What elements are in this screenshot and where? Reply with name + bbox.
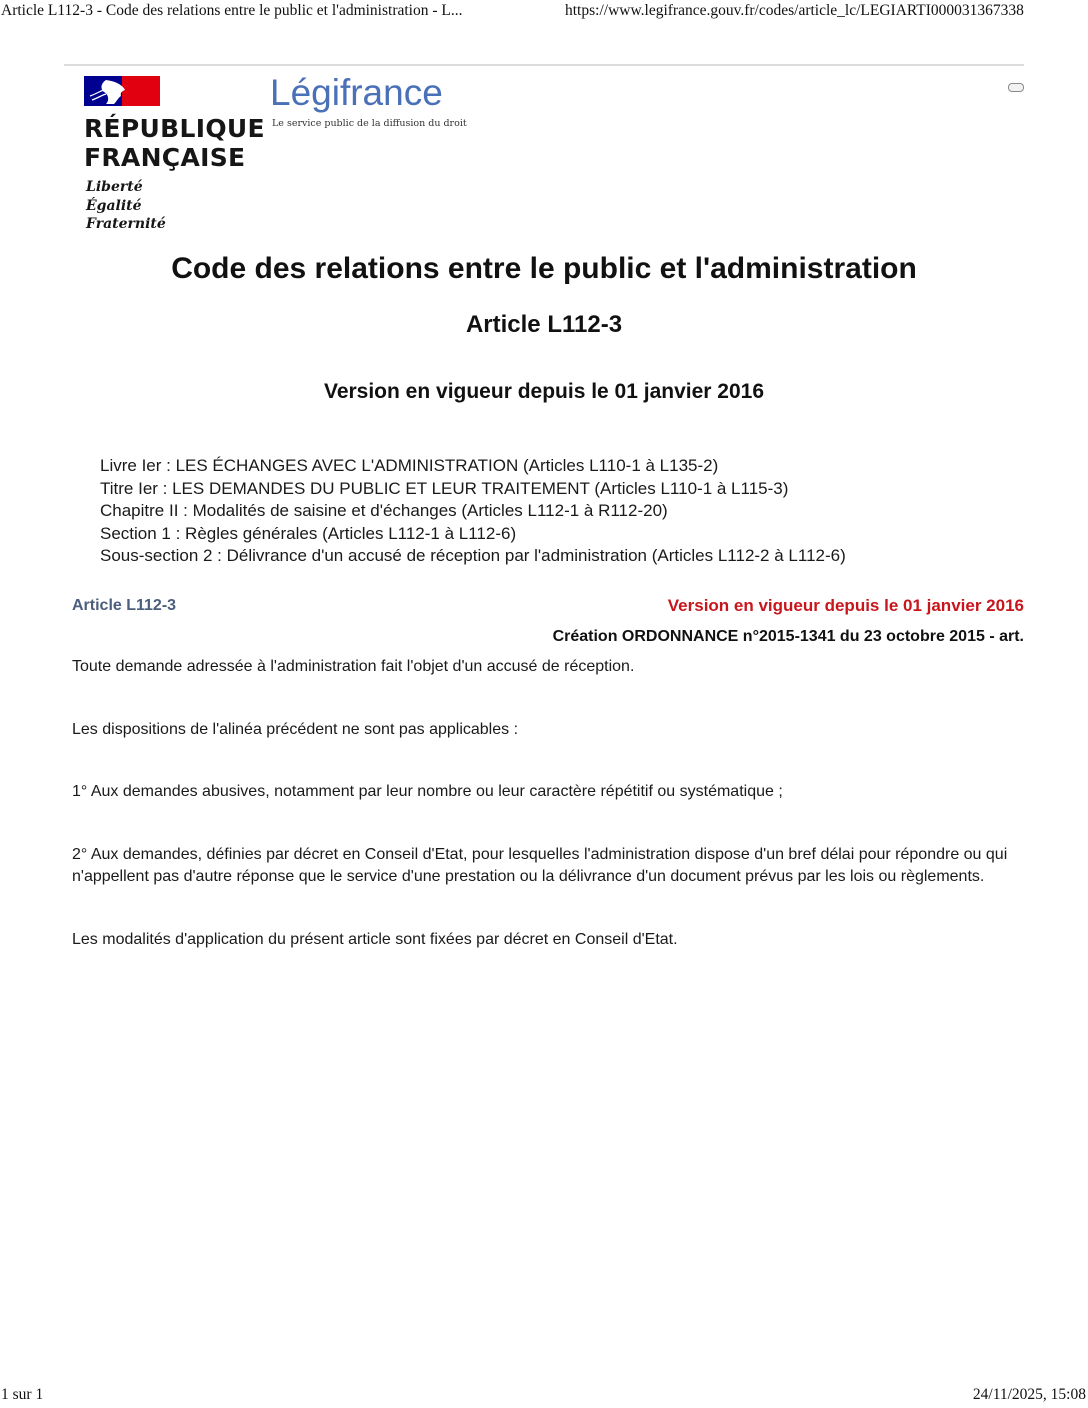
article-paragraph: 2° Aux demandes, définies par décret en Conseil d'Etat, pour lesquelles l'administration dispose d'un bref délai pour répondre ou qui n'appellent pas d'autre réponse que le service d'une prestation ou la délivrance d'un document prévus par les lois ou règlements. xyxy=(72,845,1008,885)
motto-fraternite: Fraternité xyxy=(86,216,166,232)
motto-egalite: Égalité xyxy=(86,197,142,214)
version-heading: Version en vigueur depuis le 01 janvier 2016 xyxy=(323,380,765,403)
breadcrumb-section[interactable]: Section 1 : Règles générales (Articles L112-1 à L112-6) xyxy=(100,523,517,543)
print-header xyxy=(0,0,1088,22)
republique-francaise-wordmark xyxy=(84,114,265,172)
print-footer xyxy=(0,1386,1088,1408)
article-body xyxy=(72,656,1022,991)
article-paragraph: 1° Aux demandes abusives, notamment par leur nombre ou leur caractère répétitif ou systématique ; xyxy=(72,783,783,800)
print-datetime: 24/11/2025, 15:08 xyxy=(972,1386,1086,1403)
article-paragraph: Les modalités d'application du présent article sont fixées par décret en Conseil d'Etat. xyxy=(72,930,678,948)
republique-line: RÉPUBLIQUE xyxy=(84,114,265,143)
breadcrumb-sous-section[interactable]: Sous-section 2 : Délivrance d'un accusé de réception par l'administration (Articles L112-2 à L112-6) xyxy=(100,546,846,565)
legifrance-logo[interactable]: Légifrance xyxy=(270,72,443,113)
francaise-line: FRANÇAISE xyxy=(84,143,246,172)
header-divider xyxy=(64,64,1024,66)
breadcrumb xyxy=(100,455,846,568)
article-paragraph: Toute demande adressée à l'administration fait l'objet d'un accusé de réception. xyxy=(72,658,635,675)
republic-motto xyxy=(86,178,166,234)
motto-liberte: Liberté xyxy=(86,179,143,195)
print-page-url: https://www.legifrance.gouv.fr/codes/article_lc/LEGIARTI000031367338 xyxy=(565,2,1024,19)
breadcrumb-chapitre[interactable]: Chapitre II : Modalités de saisine et d'échanges (Articles L112-1 à R112-20) xyxy=(100,501,668,520)
article-paragraph: Les dispositions de l'alinéa précédent ne sont pas applicables : xyxy=(72,720,519,738)
breadcrumb-titre[interactable]: Titre Ier : LES DEMANDES DU PUBLIC ET LEUR TRAITEMENT (Articles L110-1 à L115-3) xyxy=(100,478,789,498)
legifrance-tagline: Le service public de la diffusion du droit xyxy=(272,118,467,129)
article-creation-reference[interactable]: Création ORDONNANCE n°2015-1341 du 23 octobre 2015 - art. xyxy=(552,628,1024,645)
breadcrumb-livre[interactable]: Livre Ier : LES ÉCHANGES AVEC L'ADMINISTRATION (Articles L110-1 à L135-2) xyxy=(100,456,719,475)
print-page-title: Article L112-3 - Code des relations entre le public et l'administration - L... xyxy=(1,2,463,19)
marianne-logo-icon xyxy=(84,76,160,106)
article-heading: Article L112-3 xyxy=(465,311,623,338)
code-title: Code des relations entre le public et l'administration xyxy=(171,252,917,285)
toggle-icon[interactable] xyxy=(1008,83,1024,92)
print-page-number: 1 sur 1 xyxy=(1,1386,44,1403)
article-version-status: Version en vigueur depuis le 01 janvier 2016 xyxy=(667,596,1024,615)
article-label: Article L112-3 xyxy=(72,597,177,614)
